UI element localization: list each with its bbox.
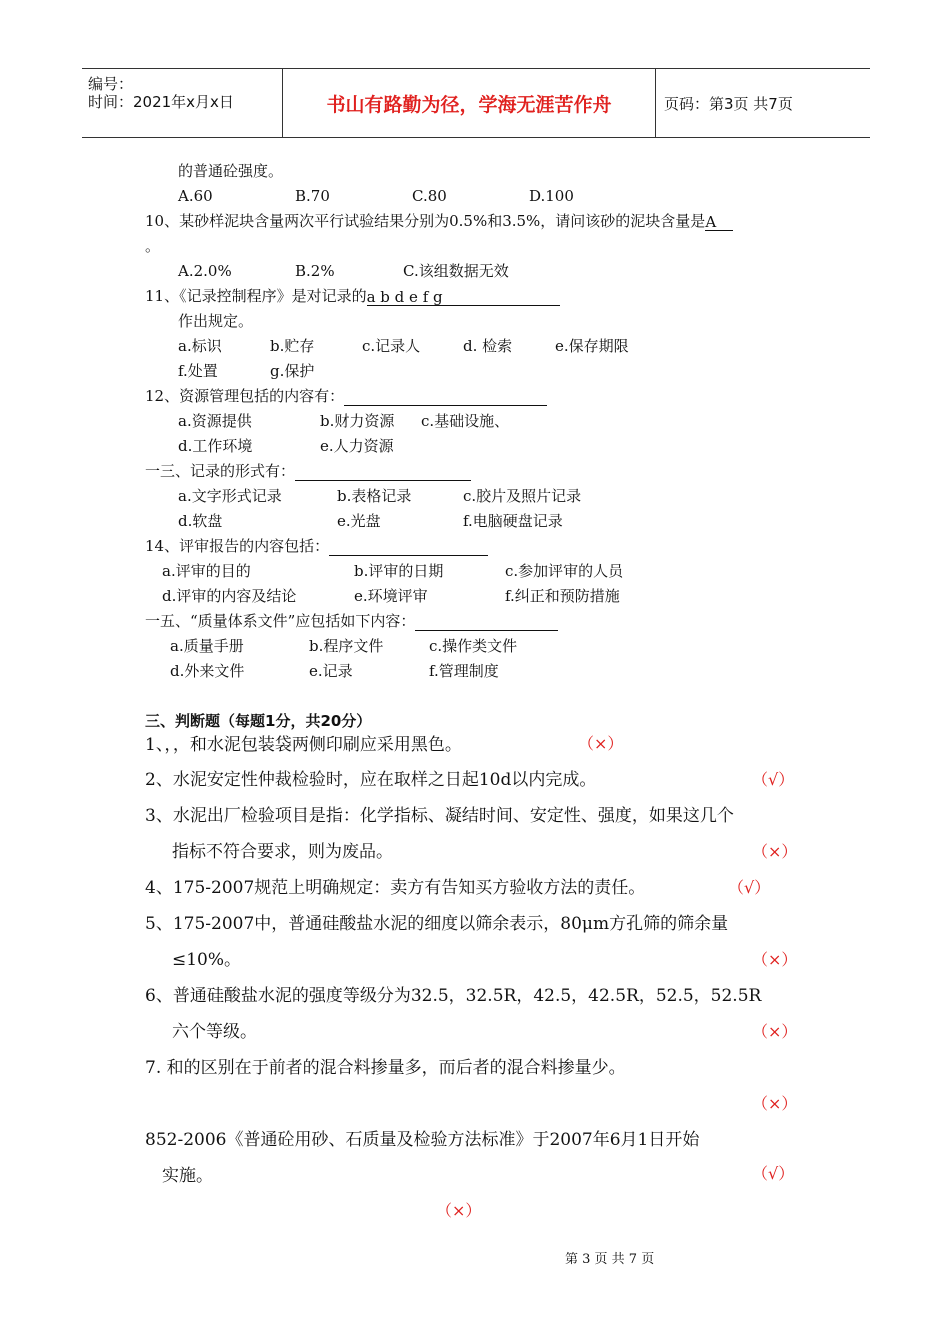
- option-c: c.操作类文件: [429, 637, 518, 655]
- page-footer: 第 3 页 共 7 页: [565, 1252, 655, 1267]
- option-d: d. 检索: [463, 337, 513, 355]
- question-11-answer: a b d e f g: [367, 287, 560, 306]
- judge-item-4: 4、175-2007规范上明确规定：卖方有告知买方验收方法的责任。: [145, 878, 646, 898]
- judge-answer-7: （×）: [752, 1094, 798, 1113]
- answer-blank: [344, 387, 547, 406]
- question-10-answer: A: [705, 212, 733, 231]
- option-b: b.表格记录: [337, 487, 412, 505]
- option-b: b.贮存: [270, 337, 315, 355]
- option-c: C.该组数据无效: [403, 262, 509, 280]
- question-11: [145, 286, 560, 306]
- option-b: B.70: [295, 187, 330, 205]
- option-a: A.60: [178, 187, 213, 205]
- question-12: [145, 386, 547, 406]
- option-c: c.胶片及照片记录: [463, 487, 582, 505]
- judge-answer-1: （×）: [578, 734, 624, 753]
- option-f: f.电脑硬盘记录: [463, 512, 563, 530]
- page-header: [82, 68, 870, 138]
- option-b: B.2%: [295, 262, 335, 280]
- option-c: c.基础设施、: [421, 412, 510, 430]
- text-line: 的普通砼强度。: [178, 162, 284, 180]
- header-number-label: 编号：: [88, 75, 134, 93]
- judge-item-3-cont: 指标不符合要求，则为废品。: [172, 842, 393, 862]
- option-f: f.纠正和预防措施: [505, 587, 620, 605]
- option-e: e.人力资源: [320, 437, 394, 455]
- option-b: b.财力资源: [320, 412, 395, 430]
- option-e: e.环境评审: [354, 587, 428, 605]
- judge-item-7: 7. 和的区别在于前者的混合料掺量多，而后者的混合料掺量少。: [145, 1058, 626, 1078]
- judge-item-1: 1、，，和水泥包装袋两侧印刷应采用黑色。: [145, 735, 462, 755]
- option-e: e.光盘: [337, 512, 381, 530]
- text-line: 。: [145, 237, 161, 255]
- answer-blank: [415, 612, 558, 631]
- question-13-text: 一三、记录的形式有：: [145, 462, 296, 480]
- option-e: e.记录: [309, 662, 353, 680]
- option-a: a.评审的目的: [162, 562, 251, 580]
- judge-answer-6: （×）: [752, 1022, 798, 1041]
- option-a: A.2.0%: [178, 262, 232, 280]
- option-c: C.80: [412, 187, 447, 205]
- question-10-text: 10、某砂样泥块含量两次平行试验结果分别为0.5%和3.5%，请问该砂的泥块含量是: [145, 212, 706, 230]
- judge-answer-2: （√）: [752, 770, 795, 789]
- question-14-text: 14、评审报告的内容包括：: [145, 537, 330, 555]
- answer-blank: [295, 462, 471, 481]
- option-d: d.外来文件: [170, 662, 245, 680]
- header-info-cell: [82, 69, 283, 137]
- judge-item-8: 852-2006《普通砼用砂、石质量及检验方法标准》于2007年6月1日开始: [145, 1130, 700, 1150]
- option-c: c.参加评审的人员: [505, 562, 624, 580]
- question-15-text: 一五、“质量体系文件”应包括如下内容：: [145, 612, 416, 630]
- option-e: e.保存期限: [555, 337, 629, 355]
- judge-item-8-cont: 实施。: [162, 1166, 213, 1186]
- judge-answer-5: （×）: [752, 950, 798, 969]
- option-b: b.评审的日期: [354, 562, 444, 580]
- judge-answer-3: （×）: [752, 842, 798, 861]
- question-13: [145, 461, 471, 481]
- judge-answer-9: （×）: [436, 1201, 482, 1220]
- section-title: 三、判断题（每题1分，共20分）: [145, 712, 372, 730]
- option-d: D.100: [529, 187, 574, 205]
- option-a: a.质量手册: [170, 637, 244, 655]
- answer-blank: [329, 537, 488, 556]
- judge-item-2: 2、水泥安定性仲裁检验时，应在取样之日起10d以内完成。: [145, 770, 597, 790]
- option-f: f.管理制度: [429, 662, 499, 680]
- judge-item-6: 6、普通硅酸盐水泥的强度等级分为32.5，32.5R，42.5，42.5R，52.5，52.5R: [145, 986, 762, 1006]
- header-motto: 书山有路勤为径，学海无涯苦作舟: [283, 69, 656, 137]
- judge-item-3: 3、水泥出厂检验项目是指：化学指标、凝结时间、安定性、强度，如果这几个: [145, 806, 734, 826]
- judge-answer-4: （√）: [728, 878, 771, 897]
- option-a: a.资源提供: [178, 412, 252, 430]
- option-d: d.评审的内容及结论: [162, 587, 297, 605]
- option-d: d.工作环境: [178, 437, 253, 455]
- question-15: [145, 611, 558, 631]
- judge-answer-8: （√）: [752, 1164, 795, 1183]
- option-a: a.标识: [178, 337, 222, 355]
- text-line: 作出规定。: [178, 312, 254, 330]
- header-time-label: 时间：2021年x月x日: [88, 93, 234, 111]
- judge-item-5-cont: ≤10%。: [172, 950, 242, 970]
- question-12-text: 12、资源管理包括的内容有：: [145, 387, 345, 405]
- option-g: g.保护: [270, 362, 315, 380]
- option-f: f.处置: [178, 362, 218, 380]
- question-11-text: 11、《记录控制程序》是对记录的: [145, 287, 367, 305]
- header-page-label: 页码：第3页 共7页: [664, 94, 793, 113]
- option-a: a.文字形式记录: [178, 487, 282, 505]
- option-b: b.程序文件: [309, 637, 384, 655]
- question-10: [145, 211, 733, 231]
- question-14: [145, 536, 488, 556]
- judge-item-6-cont: 六个等级。: [172, 1022, 257, 1042]
- judge-item-5: 5、175-2007中，普通硅酸盐水泥的细度以筛余表示，80μm方孔筛的筛余量: [145, 914, 729, 934]
- option-c: c.记录人: [362, 337, 421, 355]
- option-d: d.软盘: [178, 512, 223, 530]
